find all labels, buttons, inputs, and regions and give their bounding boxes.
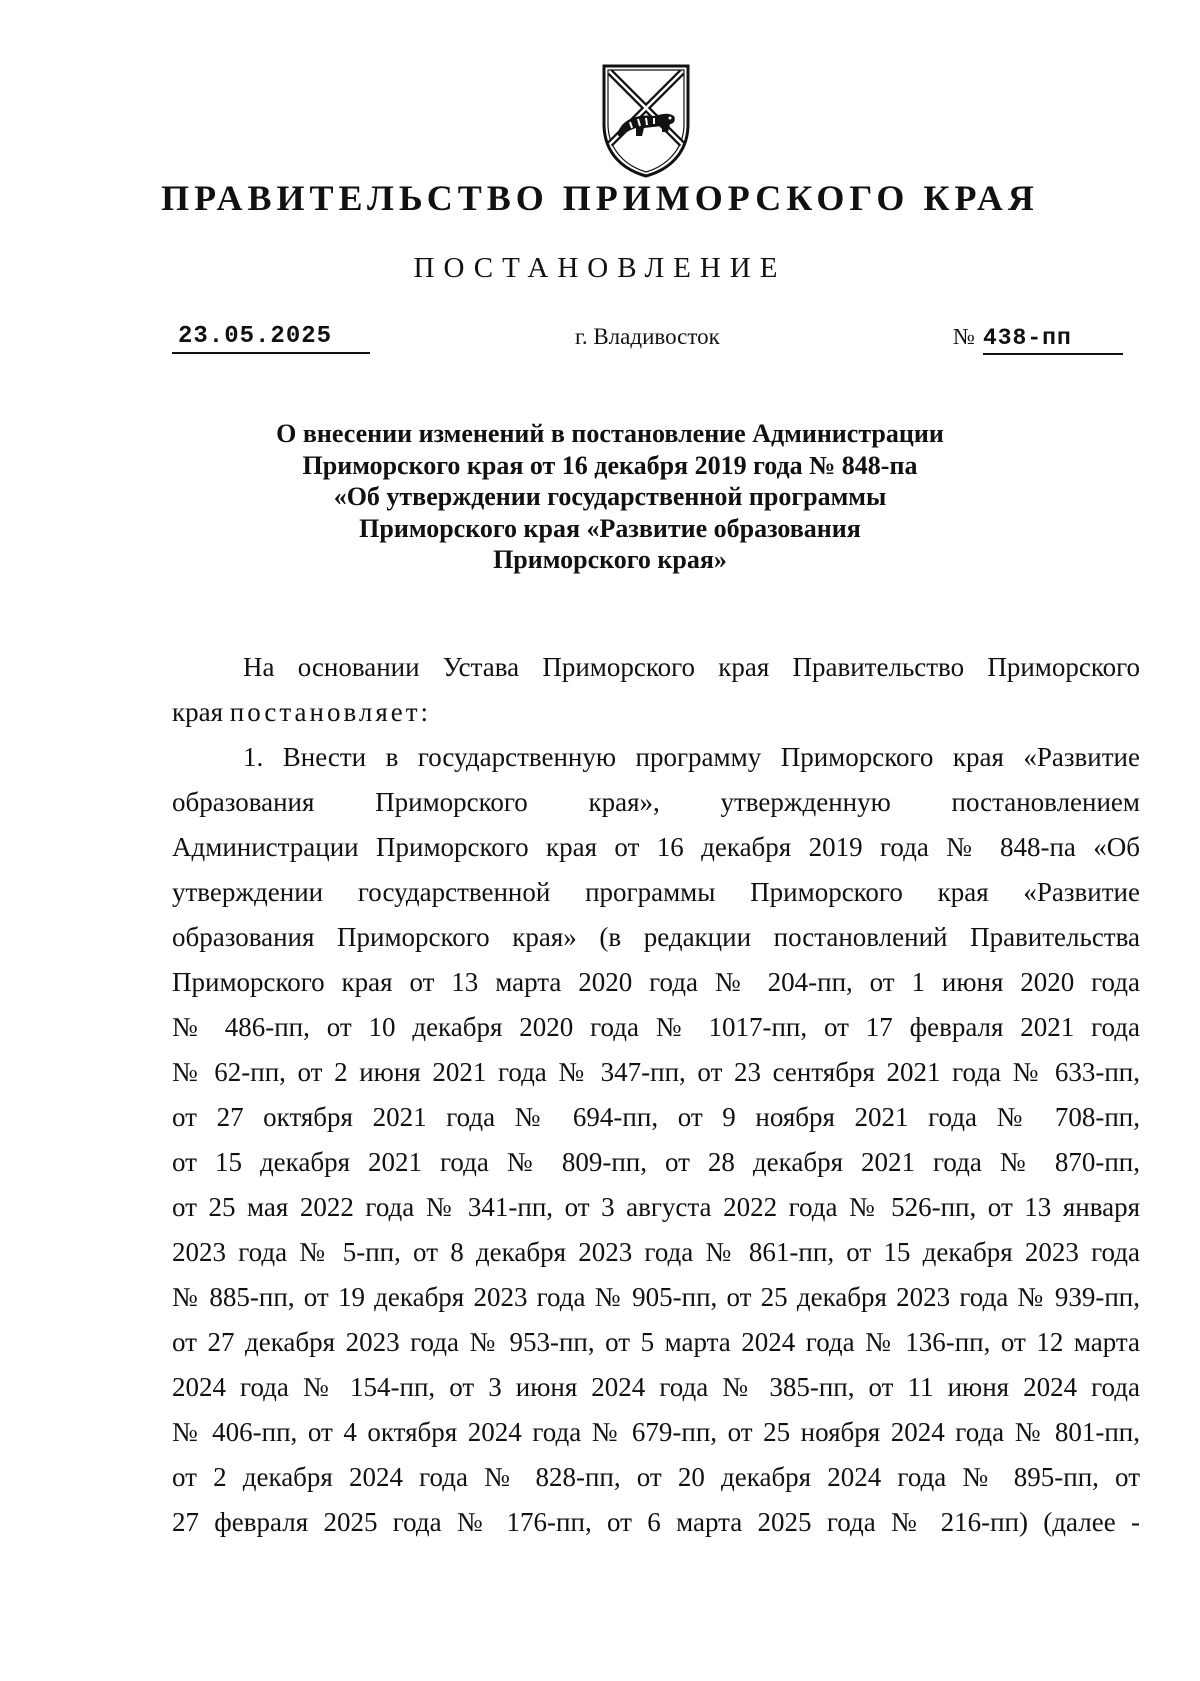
- body-line: № 486-пп, от 10 декабря 2020 года № 1017-пп, от 17 февраля 2021 года: [172, 1012, 1140, 1042]
- document-number: [953, 322, 1123, 355]
- body-line: Администрации Приморского края от 16 декабря 2019 года № 848-па «Об: [172, 832, 1140, 862]
- body-line: № 62-пп, от 2 июня 2021 года № 347-пп, от 23 сентября 2021 года № 633-пп,: [172, 1057, 1140, 1087]
- body-line: 2024 года № 154-пп, от 3 июня 2024 года № 385-пп, от 11 июня 2024 года: [172, 1372, 1140, 1402]
- body-line: Приморского края от 13 марта 2020 года № 204-пп, от 1 июня 2020 года: [172, 967, 1140, 997]
- subject-line: Приморского края «Развитие образования: [359, 513, 861, 543]
- body-line: № 406-пп, от 4 октября 2024 года № 679-пп, от 25 ноября 2024 года № 801-пп,: [172, 1417, 1140, 1447]
- document-date: 23.05.2025: [172, 322, 370, 354]
- body-line: образования Приморского края» (в редакции постановлений Правительства: [172, 922, 1140, 952]
- body-line: На основании Устава Приморского края Правительство Приморского: [243, 652, 1140, 682]
- body-line: от 27 октября 2021 года № 694-пп, от 9 ноября 2021 года № 708-пп,: [172, 1102, 1140, 1132]
- resolves-word: постановляет:: [229, 697, 432, 727]
- body-line: № 885-пп, от 19 декабря 2023 года № 905-пп, от 25 декабря 2023 года № 939-пп,: [172, 1282, 1140, 1312]
- document-city: г. Владивосток: [575, 324, 720, 349]
- body-line: 2023 года № 5-пп, от 8 декабря 2023 года № 861-пп, от 15 декабря 2023 года: [172, 1237, 1140, 1267]
- subject-line: О внесении изменений в постановление Администрации: [276, 419, 944, 448]
- body-line: от 2 декабря 2024 года № 828-пп, от 20 декабря 2024 года № 895-пп, от: [172, 1462, 1140, 1492]
- body-line: 27 февраля 2025 года № 176-пп, от 6 марта 2025 года № 216-пп) (далее -: [172, 1507, 1140, 1537]
- body-text: края: [172, 697, 230, 727]
- body-line: [172, 690, 1140, 735]
- document-subject: [170, 418, 1050, 576]
- subject-line: Приморского края»: [493, 545, 727, 574]
- document-type: ПОСТАНОВЛЕНИЕ: [413, 252, 787, 284]
- number-value: 438-пп: [983, 323, 1123, 355]
- body-line: образования Приморского края», утвержденную постановлением: [172, 787, 1140, 817]
- subject-line: «Об утверждении государственной программы: [333, 482, 887, 511]
- document-body: [172, 645, 1140, 1545]
- body-line: 1. Внести в государственную программу Приморского края «Развитие: [243, 742, 1140, 772]
- body-line: от 27 декабря 2023 года № 953-пп, от 5 марта 2024 года № 136-пп, от 12 марта: [172, 1327, 1140, 1357]
- organization-title: ПРАВИТЕЛЬСТВО ПРИМОРСКОГО КРАЯ: [161, 178, 1039, 218]
- body-line: утверждении государственной программы Приморского края «Развитие: [172, 877, 1140, 907]
- number-sign: №: [953, 324, 975, 349]
- coat-of-arms-icon: [596, 62, 696, 180]
- document-meta: [0, 322, 1200, 362]
- subject-line: Приморского края от 16 декабря 2019 года № 848-па: [302, 450, 918, 480]
- body-line: от 25 мая 2022 года № 341-пп, от 3 августа 2022 года № 526-пп, от 13 января: [172, 1192, 1140, 1222]
- body-line: от 15 декабря 2021 года № 809-пп, от 28 декабря 2021 года № 870-пп,: [172, 1147, 1140, 1177]
